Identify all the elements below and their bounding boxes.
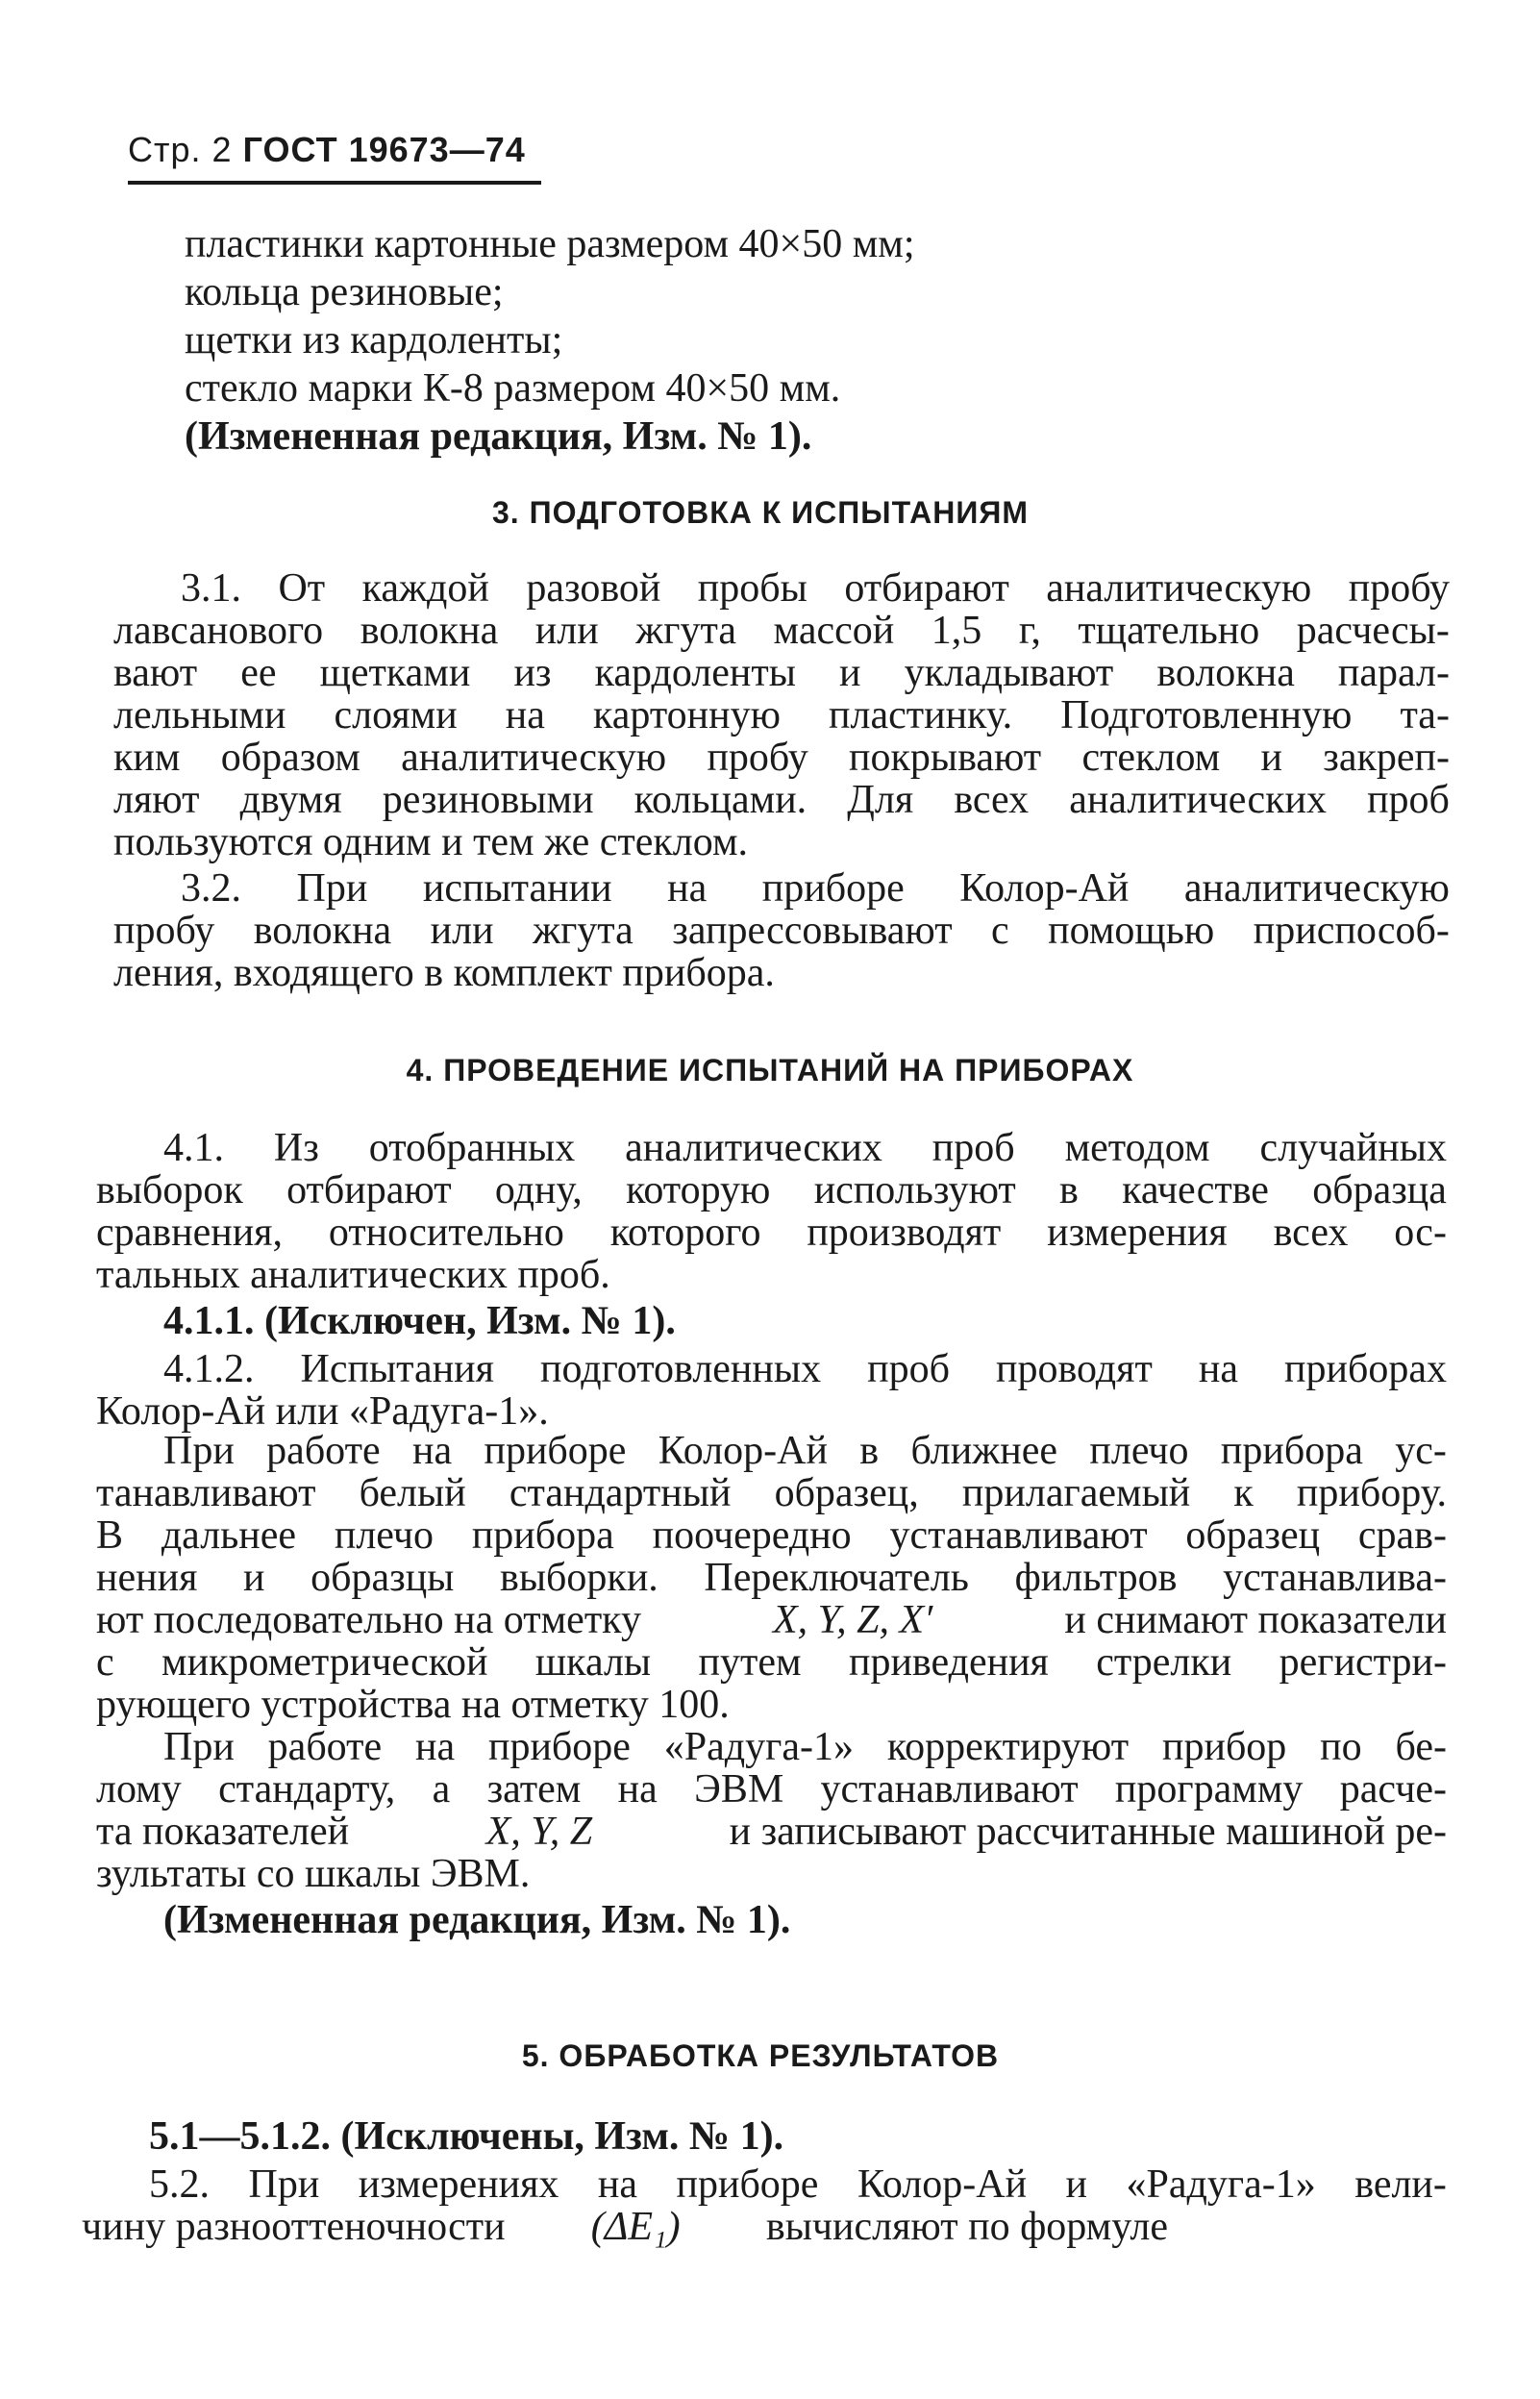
paragraph-5-2	[82, 2163, 1447, 2248]
text-line: ления, входящего в комплект прибора.	[113, 951, 775, 995]
word: на	[667, 866, 708, 911]
word: От	[278, 566, 326, 611]
section-heading-3: 3. ПОДГОТОВКА К ИСПЫТАНИЯМ	[492, 495, 1029, 530]
word: из	[513, 651, 552, 695]
word: с	[96, 1640, 114, 1685]
word: прибор	[1161, 1725, 1287, 1769]
word: ос-	[1394, 1211, 1447, 1255]
word: качестве	[1122, 1168, 1269, 1212]
word: образец,	[774, 1471, 919, 1515]
word: волокна	[360, 609, 499, 653]
word: волокна	[253, 909, 392, 953]
paragraph-kolor-ai	[96, 1430, 1447, 1726]
word: программу	[1114, 1767, 1304, 1812]
materials-list	[185, 223, 1434, 458]
word: Подготовленную	[1060, 693, 1353, 737]
page-label: Стр. 2	[128, 130, 233, 169]
word: жгута	[635, 609, 736, 653]
word: на	[617, 1767, 658, 1812]
word: аналитическую	[1183, 866, 1450, 911]
word: нения	[96, 1556, 198, 1600]
word: корректируют	[886, 1725, 1130, 1769]
word: ус-	[1395, 1429, 1447, 1473]
word: Колор-Ай	[857, 2162, 1028, 2207]
word: ляют	[113, 778, 200, 822]
word: стрелки	[1096, 1640, 1232, 1685]
word: шкалы	[534, 1640, 652, 1685]
word: стандарту,	[218, 1767, 396, 1812]
header-rule	[128, 181, 541, 185]
word: а	[432, 1767, 451, 1812]
word: затем	[486, 1767, 582, 1812]
word: всех	[954, 778, 1030, 822]
running-head	[128, 130, 526, 170]
text-line: зультаты со шкалы ЭВМ.	[96, 1852, 531, 1896]
word: двумя	[239, 778, 342, 822]
word: разовой	[526, 566, 661, 611]
paragraph-4-1-2	[96, 1348, 1447, 1433]
word: массой	[773, 609, 895, 653]
text-line: вычисляют по формуле	[765, 2205, 1168, 2249]
word: Испытания	[300, 1347, 494, 1391]
formula-symbol: (ΔE₁)	[590, 2205, 681, 2249]
word: бе-	[1395, 1725, 1447, 1769]
word: относительно	[328, 1211, 564, 1255]
word: закреп-	[1323, 736, 1450, 780]
word: образец	[1185, 1513, 1321, 1558]
word: ближнее	[910, 1429, 1058, 1473]
word: г,	[1018, 609, 1041, 653]
word: лельными	[113, 693, 286, 737]
word: приведения	[848, 1640, 1049, 1685]
word: и	[1260, 736, 1282, 780]
word: по	[1320, 1725, 1362, 1769]
word: аналитическую	[1046, 566, 1312, 611]
word: ЭВМ	[694, 1767, 784, 1812]
word: проб	[931, 1126, 1015, 1170]
word: случайных	[1259, 1126, 1447, 1170]
word: проб	[1367, 778, 1450, 822]
word: всех	[1273, 1211, 1349, 1255]
word: пробы	[697, 566, 807, 611]
word: или	[430, 909, 494, 953]
word: парал-	[1337, 651, 1450, 695]
paragraph-4-1	[96, 1127, 1447, 1296]
word: плечо	[334, 1513, 435, 1558]
word: проводят	[996, 1347, 1153, 1391]
list-item: кольца резиновые;	[185, 270, 504, 314]
text-line: чину разнооттеночности	[82, 2205, 506, 2249]
word: отобранных	[368, 1126, 576, 1170]
word: волокна	[1156, 651, 1295, 695]
word: которую	[626, 1168, 771, 1212]
text-line: пользуются одним и тем же стеклом.	[113, 820, 749, 864]
word: устанавливают	[889, 1513, 1148, 1558]
paragraph-raduga	[96, 1726, 1447, 1895]
word: При	[163, 1725, 235, 1769]
word: пластинку.	[829, 693, 1013, 737]
word: на	[505, 693, 545, 737]
word: сравнения,	[96, 1211, 284, 1255]
paragraph-3-2	[113, 867, 1450, 994]
word: 5.2.	[149, 2162, 210, 2207]
word: приборах	[1284, 1347, 1447, 1391]
word: прибора	[471, 1513, 614, 1558]
word: тщательно	[1078, 609, 1260, 653]
word: вают	[113, 651, 198, 695]
word: приспособ-	[1253, 909, 1450, 953]
text-line: и записывают рассчитанные машиной ре-	[729, 1810, 1447, 1854]
word: картонную	[592, 693, 781, 737]
word: лому	[96, 1767, 182, 1812]
word: покрывают	[848, 736, 1042, 780]
word: кольцами.	[633, 778, 807, 822]
word: проб	[867, 1347, 950, 1391]
word: на	[597, 2162, 637, 2207]
word: к	[1233, 1471, 1254, 1515]
word: пробу	[1348, 566, 1450, 611]
word: стандартный	[509, 1471, 732, 1515]
word: методом	[1064, 1126, 1210, 1170]
text-line: ют последовательно на отметку	[96, 1598, 641, 1642]
word: 1,5	[931, 609, 982, 653]
word: ее	[240, 651, 277, 695]
word: 3.2.	[181, 866, 241, 911]
word: приборе	[676, 2162, 819, 2207]
word: отбирают	[844, 566, 1009, 611]
text-line: и снимают показатели	[1064, 1598, 1447, 1642]
word: отбирают	[286, 1168, 452, 1212]
word: белый	[359, 1471, 466, 1515]
word: срав-	[1357, 1513, 1447, 1558]
text-line: 5.1—5.1.2. (Исключены, Изм. № 1).	[149, 2114, 784, 2159]
text-line: рующего устройства на отметку 100.	[96, 1683, 730, 1727]
list-item: пластинки картонные размером 40×50 мм;	[185, 222, 915, 266]
word: пробу	[707, 736, 808, 780]
word: ким	[113, 736, 181, 780]
word: Колор-Ай	[959, 866, 1130, 911]
word: подготовленных	[539, 1347, 822, 1391]
word: или	[534, 609, 599, 653]
word: щетками	[319, 651, 471, 695]
word: танавливают	[96, 1471, 316, 1515]
word: приборе	[761, 866, 905, 911]
word: расчесы-	[1296, 609, 1450, 653]
word: слоями	[334, 693, 458, 737]
word: плечо	[1089, 1429, 1189, 1473]
word: испытании	[422, 866, 612, 911]
word: 4.1.	[163, 1126, 224, 1170]
word: используют	[813, 1168, 1016, 1212]
word: помощью	[1048, 909, 1215, 953]
word: и	[243, 1556, 265, 1600]
word: каждой	[361, 566, 489, 611]
word: кардоленты	[594, 651, 796, 695]
paragraph-5-1	[82, 2115, 1447, 2158]
word: лавсанового	[113, 609, 324, 653]
word: в	[859, 1429, 880, 1473]
word: работе	[266, 1429, 381, 1473]
list-item: щетки из кардоленты;	[185, 318, 563, 362]
paragraph-4-1-1	[96, 1300, 1447, 1342]
word: В	[96, 1513, 124, 1558]
word: 4.1.2.	[163, 1347, 255, 1391]
word: 3.1.	[181, 566, 241, 611]
word: прибору.	[1296, 1471, 1447, 1515]
word: Колор-Ай	[658, 1429, 828, 1473]
paragraph-3-1	[113, 567, 1450, 863]
edit-note-section-4	[96, 1899, 1447, 1941]
word: приборе	[484, 1429, 627, 1473]
word: При	[163, 1429, 235, 1473]
word: прибора	[1220, 1429, 1363, 1473]
list-item: стекло марки К-8 размером 40×50 мм.	[185, 366, 841, 411]
word: устанавливают	[820, 1767, 1079, 1812]
word: поочередно	[652, 1513, 852, 1558]
word: микрометрической	[161, 1640, 488, 1685]
word: дальнее	[161, 1513, 297, 1558]
word: в	[1059, 1168, 1079, 1212]
section-heading-5: 5. ОБРАБОТКА РЕЗУЛЬТАТОВ	[521, 2038, 1000, 2073]
word: выборок	[96, 1168, 243, 1212]
word: запрессовывают	[672, 909, 953, 953]
word: устанавлива-	[1223, 1556, 1447, 1600]
text-line: 4.1.1. (Исключен, Изм. № 1).	[163, 1299, 676, 1343]
word: жгута	[533, 909, 633, 953]
word: аналитическую	[401, 736, 667, 780]
word: производят	[807, 1211, 1002, 1255]
word: приборе	[487, 1725, 631, 1769]
word: регистри-	[1279, 1640, 1447, 1685]
word: образца	[1312, 1168, 1447, 1212]
filter-marks: X, Y, Z, X′	[772, 1598, 933, 1642]
word: резиновыми	[382, 778, 594, 822]
word: которого	[609, 1211, 761, 1255]
word: аналитических	[625, 1126, 882, 1170]
word: с	[991, 909, 1009, 953]
word: и	[839, 651, 861, 695]
word: При	[248, 2162, 320, 2207]
word: и	[1065, 2162, 1088, 2207]
word: работе	[267, 1725, 383, 1769]
word: измерениях	[358, 2162, 559, 2207]
word: укладывают	[904, 651, 1114, 695]
word: на	[1198, 1347, 1238, 1391]
edit-note: (Измененная редакция, Изм. № 1).	[163, 1898, 791, 1942]
text-line: Колор-Ай или «Радуга-1».	[96, 1389, 549, 1434]
word: образцы	[310, 1556, 455, 1600]
text-line: тальных аналитических проб.	[96, 1253, 610, 1297]
word: Переключатель	[704, 1556, 969, 1600]
word: «Радуга-1»	[663, 1725, 855, 1769]
word: выборки.	[500, 1556, 658, 1600]
word: Для	[847, 778, 914, 822]
word: расче-	[1339, 1767, 1447, 1812]
word: на	[414, 1725, 456, 1769]
word: измерения	[1047, 1211, 1228, 1255]
word: фильтров	[1014, 1556, 1178, 1600]
standard-number: ГОСТ 19673—74	[242, 130, 526, 169]
word: аналитических	[1069, 778, 1327, 822]
word: путем	[698, 1640, 802, 1685]
text-line: та показателей	[96, 1810, 350, 1854]
word: При	[296, 866, 368, 911]
parameter-marks: X, Y, Z	[485, 1810, 593, 1854]
word: «Радуга-1»	[1126, 2162, 1316, 2207]
edit-note: (Измененная редакция, Изм. № 1).	[185, 414, 812, 459]
section-heading-4: 4. ПРОВЕДЕНИЕ ИСПЫТАНИЙ НА ПРИБОРАХ	[406, 1053, 1134, 1087]
word: та-	[1400, 693, 1450, 737]
word: на	[411, 1429, 453, 1473]
word: одну,	[494, 1168, 583, 1212]
word: стеклом	[1081, 736, 1221, 780]
word: вели-	[1354, 2162, 1447, 2207]
word: образом	[220, 736, 360, 780]
word: прилагаемый	[961, 1471, 1191, 1515]
word: пробу	[113, 909, 215, 953]
word: Из	[273, 1126, 319, 1170]
